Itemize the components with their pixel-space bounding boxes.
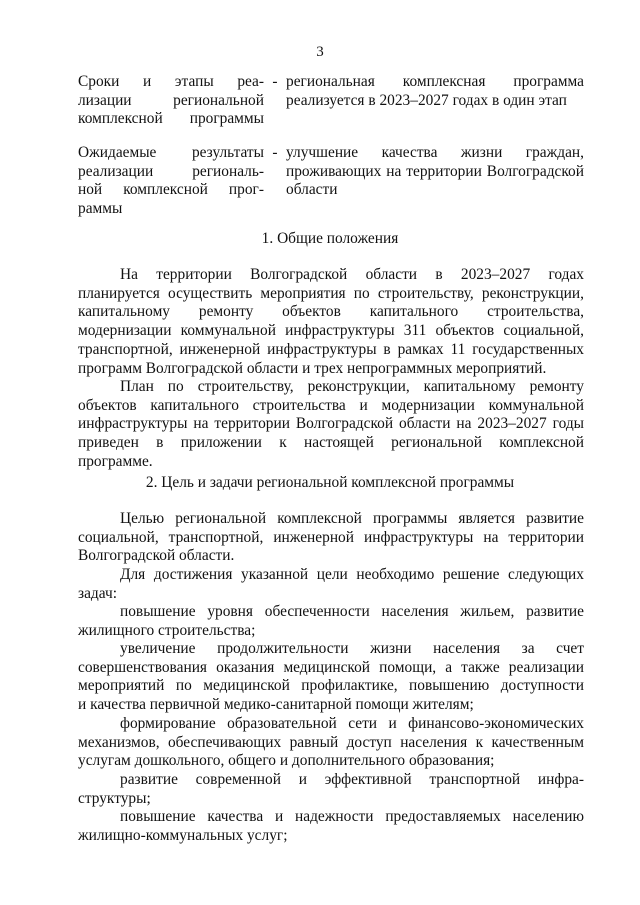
text-line: совершенствования оказания медицинской помощи, а также реализации — [78, 658, 584, 676]
text-line: жилищно-коммунальных услуг; — [78, 826, 288, 844]
text-line: модернизации коммунальной инфраструктуры 311 объектов социальной, — [78, 322, 584, 340]
text-line: услугам дошкольного, общего и дополнительного образования; — [78, 752, 495, 770]
text-line: повышение уровня обеспеченности населения жильем, развитие — [120, 603, 584, 620]
text-line: формирование образовательной сети и финансово-экономических — [120, 715, 584, 732]
passport-value-line: реализуется в 2023–2027 годах в один этап — [286, 91, 567, 109]
text-line: Целью региональной комплексной программы является развитие — [120, 510, 584, 527]
task-item — [78, 771, 584, 808]
text-line: мероприятий по медицинской профилактике, повышению доступности — [78, 677, 584, 695]
text-line: программе. — [78, 452, 153, 470]
section-heading: 1. Общие положения — [261, 230, 399, 247]
text-line: Для достижения указанной цели необходимо решение следующих — [120, 566, 584, 583]
text-line: План по строительству, реконструкции, капитальному ремонту — [120, 378, 584, 395]
passport-label-line: лизации региональной — [78, 91, 264, 109]
passport-label-line: раммы — [78, 199, 123, 217]
passport-value-line: региональная комплексная программа — [286, 73, 584, 90]
text-line: Волгоградской области. — [78, 547, 235, 565]
passport-label — [78, 144, 264, 218]
passport-label-line: комплексной программы — [78, 110, 264, 127]
text-line: инфраструктуры на территории Волгоградской области на 2023–2027 годы — [78, 415, 584, 433]
text-line: социальной, транспортной, инженерной инфраструктуры на территории — [78, 528, 584, 546]
section2-paragraph — [78, 566, 584, 603]
passport-value — [286, 144, 584, 218]
text-line: капитальному ремонту объектов капитального строительства, — [78, 303, 584, 321]
text-line: и качества первичной медико-санитарной помощи жителям; — [78, 696, 474, 714]
passport-row-timing — [78, 73, 584, 129]
page-number: 3 — [316, 44, 324, 60]
section2-paragraph — [78, 510, 584, 566]
text-line: повышение качества и надежности предоставляемых населению — [120, 808, 584, 825]
section1-paragraph — [78, 378, 584, 472]
task-item — [78, 715, 584, 771]
text-line: механизмов, обеспечивающих равный доступ населения к качественным — [78, 733, 584, 751]
passport-label-line: ной комплексной прог- — [78, 181, 264, 198]
text-line: задач: — [78, 584, 117, 602]
task-item — [78, 640, 584, 715]
passport-value — [286, 73, 584, 129]
passport-dash: - — [272, 144, 278, 161]
task-item — [78, 603, 584, 640]
passport-label-line: Ожидаемые результаты — [78, 144, 264, 161]
task-item — [78, 808, 584, 845]
section1-paragraph — [78, 266, 584, 378]
text-line: транспортной, инженерной инфраструктуры в рамках 11 государственных — [78, 340, 584, 358]
text-line: жилищного строительства; — [78, 621, 256, 639]
passport-value-line: проживающих на территории Волгоградской — [286, 162, 584, 180]
text-line: На территории Волгоградской области в 2023–2027 годах — [120, 266, 584, 283]
text-line: развитие современной и эффективной транспортной инфра- — [120, 771, 584, 788]
text-line: планируется осуществить мероприятия по строительству, реконструкции, — [78, 284, 584, 302]
text-line: объектов капитального строительства и модернизации коммунальной — [78, 396, 584, 414]
passport-value-line: области — [286, 181, 338, 198]
passport-value-line: улучшение качества жизни граждан, — [286, 144, 584, 161]
text-line: программ Волгоградской области и трех непрограммных мероприятий. — [78, 359, 547, 377]
passport-label — [78, 73, 264, 129]
passport-label-line: реализации региональ- — [78, 162, 264, 180]
text-line: структуры; — [78, 789, 151, 807]
passport-label-line: Сроки и этапы реа- — [78, 73, 264, 90]
text-line: приведен в приложении к настоящей региональной комплексной — [78, 434, 584, 452]
text-line: увеличение продолжительности жизни населения за счет — [120, 640, 584, 657]
section-heading: 2. Цель и задачи региональной комплексной программы — [145, 474, 515, 491]
passport-dash: - — [272, 73, 278, 90]
passport-row-results — [78, 144, 584, 218]
